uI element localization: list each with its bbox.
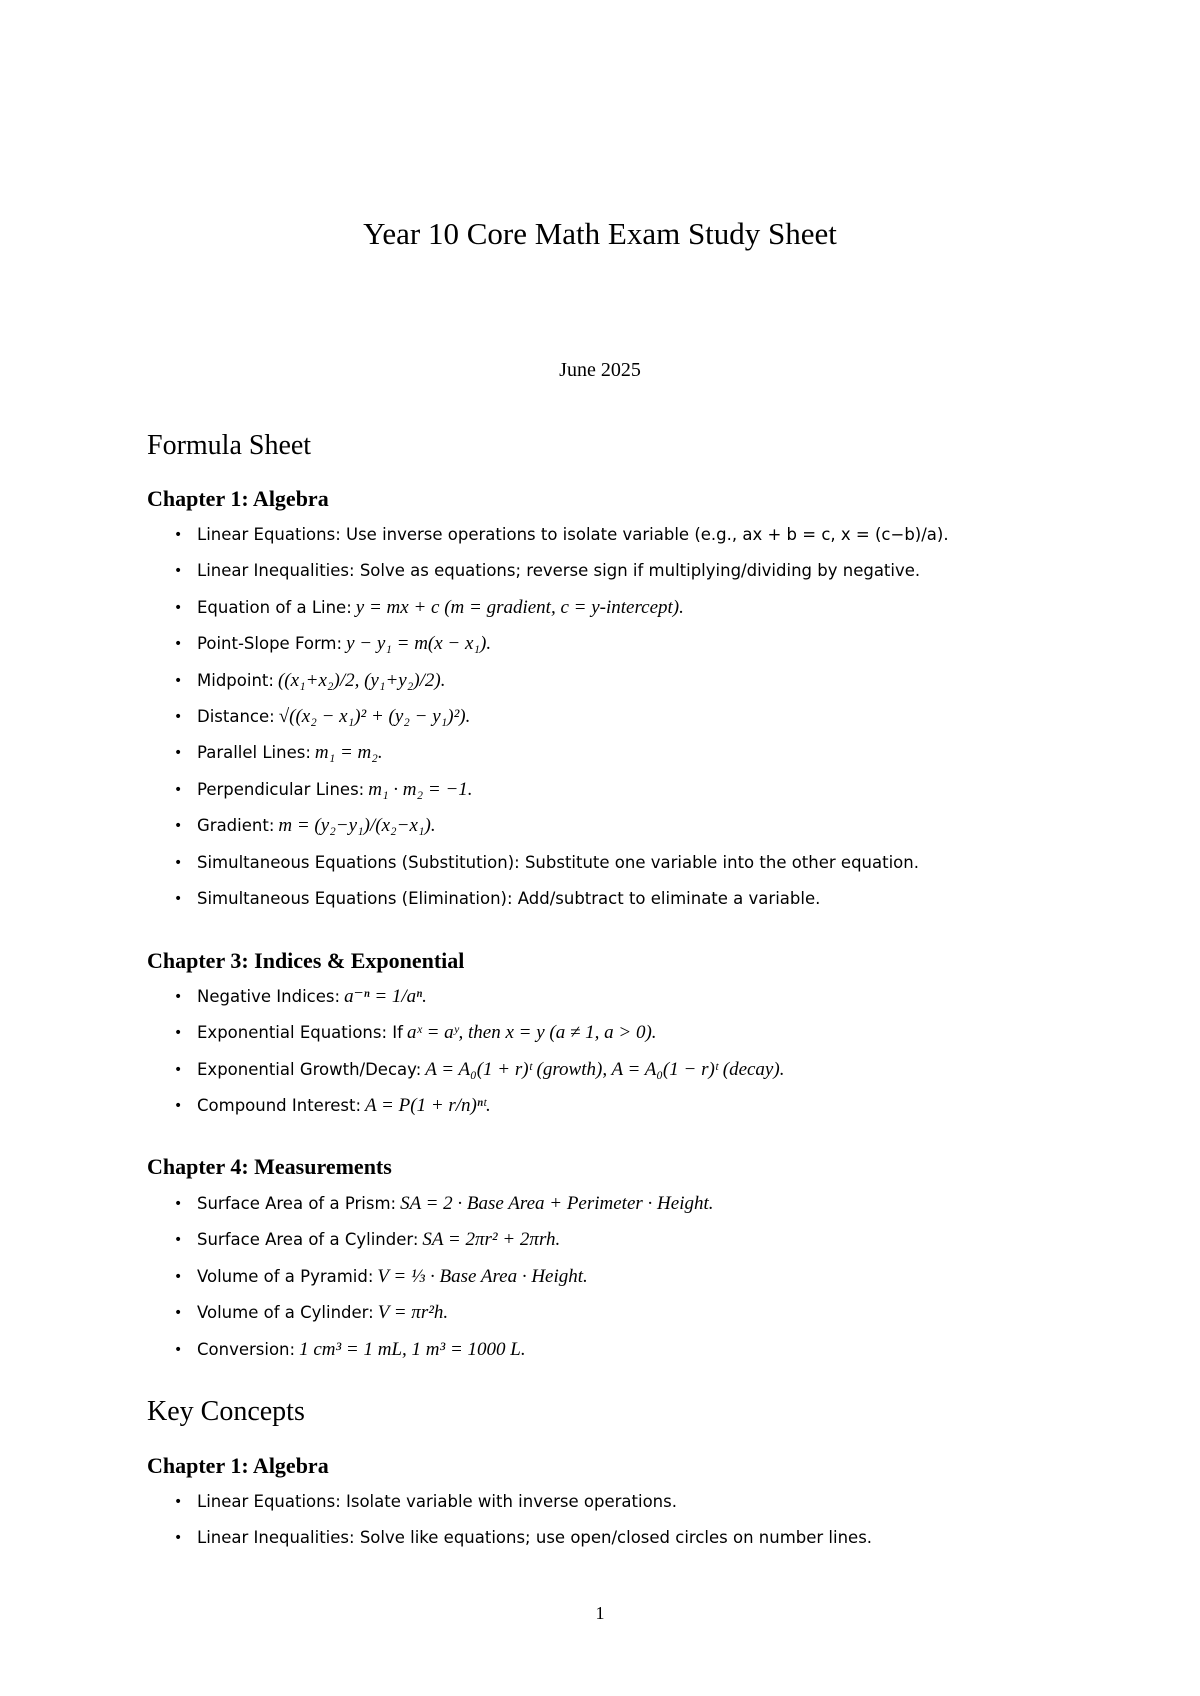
list-item: • Linear Inequalities: Solve as equations; reverse sign if multiplying/dividing by negative.: [147, 560, 1157, 596]
list-item: • Simultaneous Equations (Elimination): Add/subtract to eliminate a variable.: [147, 888, 1157, 924]
list-item: • Equation of a Line: y = mx + c (m = gradient, c = y-intercept).: [147, 597, 1157, 633]
page-number: 1: [595, 1603, 605, 1623]
list-item: • Compound Interest: A = P(1 + r/n)ⁿᵗ.: [147, 1095, 1157, 1131]
list-item: • Parallel Lines: m₁ = m₂.: [147, 742, 1157, 778]
list-item: • Surface Area of a Cylinder: SA = 2πr² + 2πrh.: [147, 1229, 1157, 1265]
list-item: • Conversion: 1 cm³ = 1 mL, 1 m³ = 1000 L.: [147, 1339, 1157, 1375]
list-item: • Linear Inequalities: Solve like equations; use open/closed circles on number lines.: [147, 1527, 1157, 1563]
document-title: Year 10 Core Math Exam Study Sheet: [363, 216, 837, 251]
formula-list-indices: [147, 986, 1157, 1132]
chapter-heading-algebra-concepts: Chapter 1: Algebra: [147, 1453, 329, 1478]
list-item: • Perpendicular Lines: m₁ · m₂ = −1.: [147, 779, 1157, 815]
list-item: • Volume of a Cylinder: V = πr²h.: [147, 1302, 1157, 1338]
list-item: • Simultaneous Equations (Substitution): Substitute one variable into the other equation.: [147, 852, 1157, 888]
list-item: • Gradient: m = (y₂−y₁)/(x₂−x₁).: [147, 815, 1157, 851]
list-item: • Point-Slope Form: y − y₁ = m(x − x₁).: [147, 633, 1157, 669]
list-item: • Linear Equations: Isolate variable with inverse operations.: [147, 1491, 1157, 1527]
chapter-heading-indices: Chapter 3: Indices & Exponential: [147, 948, 465, 973]
section-heading-key-concepts: Key Concepts: [147, 1396, 305, 1427]
section-heading-formula-sheet: Formula Sheet: [147, 430, 312, 461]
list-item: • Volume of a Pyramid: V = ⅓ · Base Area · Height.: [147, 1266, 1157, 1302]
formula-list-algebra: [147, 524, 1157, 924]
list-item: • Linear Equations: Use inverse operations to isolate variable (e.g., ax + b = c, x = (c−b)/a).: [147, 524, 1157, 560]
chapter-heading-algebra: Chapter 1: Algebra: [147, 486, 329, 511]
list-item: • Surface Area of a Prism: SA = 2 · Base Area + Perimeter · Height.: [147, 1193, 1157, 1229]
list-item: • Midpoint: ((x₁+x₂)/2, (y₁+y₂)/2).: [147, 670, 1157, 706]
formula-list-measurements: [147, 1193, 1157, 1375]
list-item: • Distance: √((x₂ − x₁)² + (y₂ − y₁)²).: [147, 706, 1157, 742]
chapter-heading-measurements: Chapter 4: Measurements: [147, 1154, 392, 1179]
list-item: • Exponential Growth/Decay: A = A₀(1 + r)ᵗ (growth), A = A₀(1 − r)ᵗ (decay).: [147, 1059, 1157, 1095]
concept-list-algebra: [147, 1491, 1157, 1564]
list-item: • Negative Indices: a⁻ⁿ = 1/aⁿ.: [147, 986, 1157, 1022]
document-date: June 2025: [559, 359, 641, 381]
list-item: • Exponential Equations: If aˣ = aʸ, then x = y (a ≠ 1, a > 0).: [147, 1022, 1157, 1058]
